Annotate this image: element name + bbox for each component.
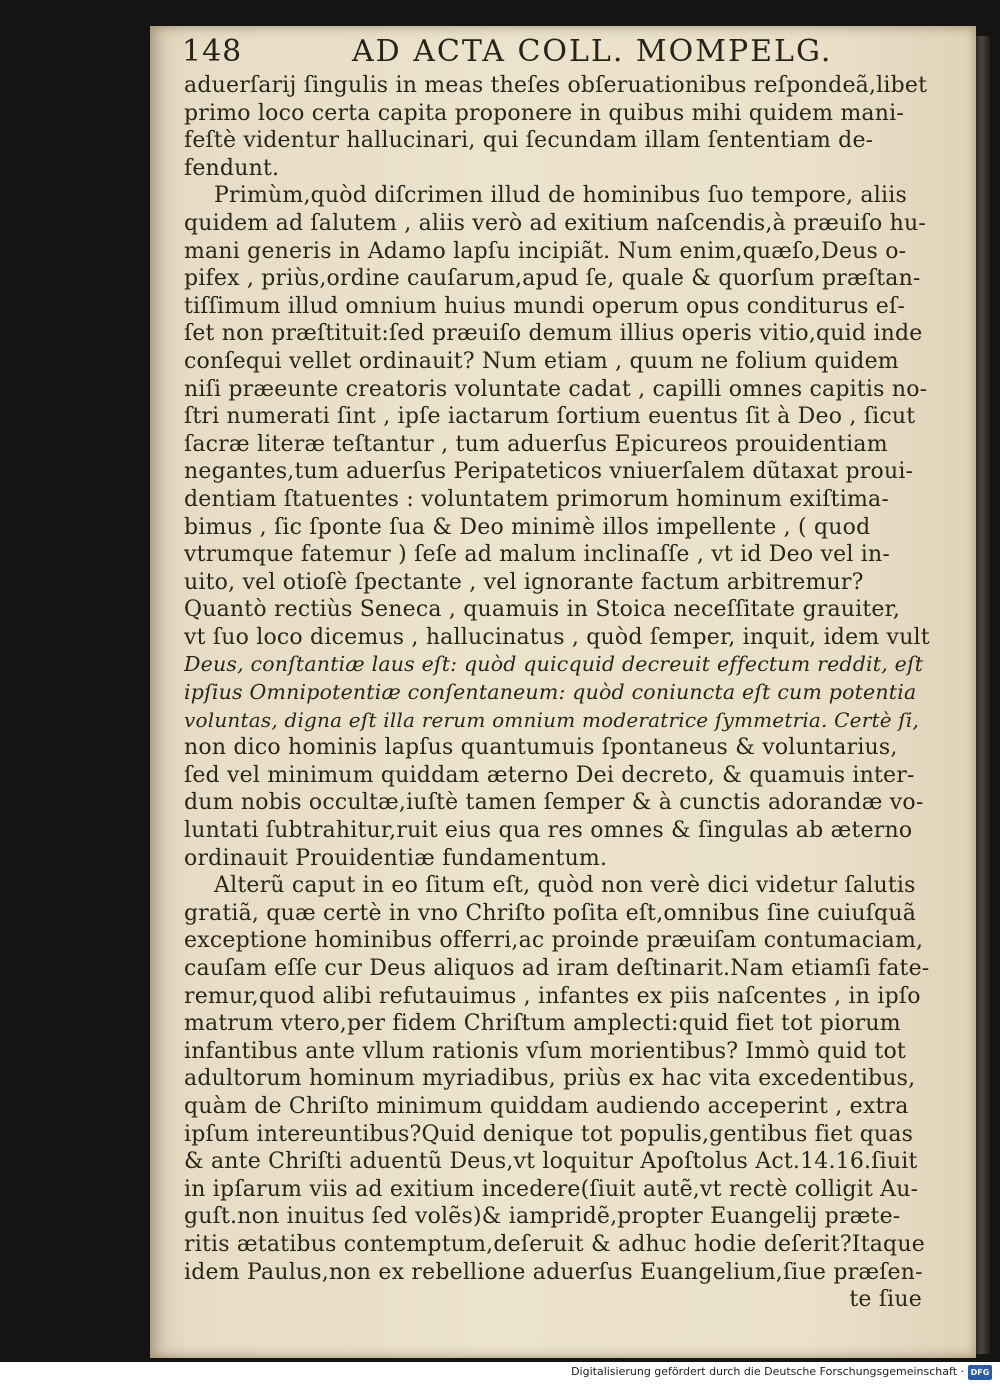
text-line: non dico hominis lapſus quantumuis ſpontaneus & voluntarius, (184, 735, 898, 761)
funding-credit: Digitalisierung gefördert durch die Deutsche Forschungsgemeinschaft · (571, 1365, 964, 1378)
text-line: idem Paulus,non ex rebellione aduerſus Euangelium,ſiue præſen- (184, 1259, 923, 1285)
text-line: gratiã, quæ certè in vno Chriſto poſita eſt,omnibus ſine cuiuſquã (184, 900, 917, 926)
text-line: & ante Chriſti aduentũ Deus,vt loquitur Apoſtolus Act.14.16.ſiuit (184, 1149, 918, 1175)
text-line: negantes,tum aduerſus Peripateticos vniuerſalem dũtaxat proui- (184, 459, 914, 485)
text-line: conſequi vellet ordinauit? Num etiam , quum ne folium quidem (184, 348, 899, 374)
text-line: ſet non præſtituit:ſed præuiſo demum illius operis vitio,quid inde (184, 321, 923, 347)
text-line: vtrumque fatemur ) ſeſe ad malum inclinaſſe , vt id Deo vel in- (184, 542, 891, 568)
text-line: ſacræ literæ teſtantur , tum aduerſus Epicureos prouidentiam (184, 431, 888, 457)
text-line: exceptione hominibus offerri,ac proinde præuiſam contumaciam, (184, 928, 924, 954)
text-line: Primùm,quòd diſcrimen illud de hominibus ſuo tempore, aliis (214, 183, 907, 209)
text-line: cauſam eſſe cur Deus aliquos ad iram deſtinarit.Nam etiamſi fate- (184, 956, 930, 981)
text-line: Deus, conſtantiæ laus eſt: quòd quicquid decreuit effectum reddit, eſt (184, 652, 924, 677)
text-line: niſi præeunte creatoris voluntate cadat , capilli omnes capitis no- (184, 376, 928, 402)
text-line: quidem ad ſalutem , aliis verò ad exitium naſcendis,à præuiſo hu- (184, 210, 926, 236)
footer-bar (0, 1362, 1000, 1384)
text-line: infantibus ante vllum rationis vſum morientibus? Immò quid tot (184, 1038, 906, 1064)
text-line: fendunt. (184, 155, 280, 181)
text-line: dentiam ſtatuentes : voluntatem primorum hominum exiſtima- (184, 486, 889, 512)
text-line: ordinauit Prouidentiæ fundamentum. (184, 845, 608, 871)
text-line: guſt.non inuitus ſed volẽs)& iampridẽ,propter Euangelij præte- (184, 1204, 901, 1230)
text-line: aduerſarij ſingulis in meas theſes obſeruationibus reſpondeã,libet (184, 73, 928, 98)
text-line: remur,quod alibi refutauimus , infantes ex piis naſcentes , in ipſo (184, 983, 921, 1009)
text-line: ſtri numerati ſint , ipſe iactarum ſortium euentus ſit à Deo , ſicut (184, 404, 916, 430)
dfg-logo: DFG (968, 1365, 992, 1380)
text-line: ritis ætatibus contemptum,deſeruit & adhuc hodie deſerit?Itaque (184, 1231, 925, 1257)
text-line: vt ſuo loco dicemus , hallucinatus , quòd ſemper, inquit, idem vult (184, 624, 930, 650)
text-line: primo loco certa capita proponere in quibus mihi quidem mani- (184, 100, 904, 126)
body-text (184, 72, 930, 1314)
text-line: adultorum hominum myriadibus, priùs ex hac vita excedentibus, (184, 1066, 916, 1092)
text-line: dum nobis occultæ,iuſtè tamen ſemper & à cunctis adorandæ vo- (184, 790, 924, 816)
text-line: luntati ſubtrahitur,ruit eius qua res omnes & ſingulas ab æterno (184, 818, 913, 844)
book-page (150, 26, 976, 1358)
text-line: uito, vel otioſè ſpectante , vel ignorante factum arbitremur? (184, 569, 864, 595)
page-number: 148 (182, 34, 243, 69)
page-edge (976, 36, 990, 1354)
text-line: Alterũ caput in eo ſitum eſt, quòd non verè dici videtur ſalutis (214, 873, 916, 899)
text-line: Quantò rectiùs Seneca , quamuis in Stoica neceſſitate grauiter, (184, 597, 901, 623)
text-line: feſtè videntur hallucinari, qui ſecundam illam ſententiam de- (184, 128, 874, 154)
text-line: in ipſarum viis ad exitium incedere(ſiuit autẽ,vt rectè colligit Au- (184, 1176, 919, 1202)
catchword: te ſiue (849, 1287, 922, 1313)
page-header (182, 34, 972, 74)
text-line: quàm de Chriſto minimum quiddam audiendo acceperint , extra (184, 1093, 909, 1119)
running-head: AD ACTA COLL. MOMPELG. (352, 34, 833, 69)
text-line: voluntas, digna eſt illa rerum omnium moderatrice ſymmetria. Certè ſi, (184, 707, 920, 732)
text-line: bimus , ſic ſponte ſua & Deo minimè illos impellente , ( quod (184, 514, 871, 540)
text-line: ipſum intereuntibus?Quid denique tot populis,gentibus fiet quas (184, 1121, 914, 1147)
text-line: pifex , priùs,ordine cauſarum,apud ſe, quale & quorſum præſtan- (184, 266, 921, 292)
text-line: ſed vel minimum quiddam æterno Dei decreto, & quamuis inter- (184, 762, 915, 788)
text-line: ipſius Omnipotentiæ conſentaneum: quòd coniuncta eſt cum potentia (184, 680, 917, 705)
text-line: tiſſimum illud omnium huius mundi operum opus conditurus eſ- (184, 293, 906, 319)
text-line: matrum vtero,per fidem Chriſtum amplecti:quid fiet tot piorum (184, 1011, 901, 1037)
text-line: mani generis in Adamo lapſu incipiãt. Num enim,quæſo,Deus o- (184, 238, 907, 264)
